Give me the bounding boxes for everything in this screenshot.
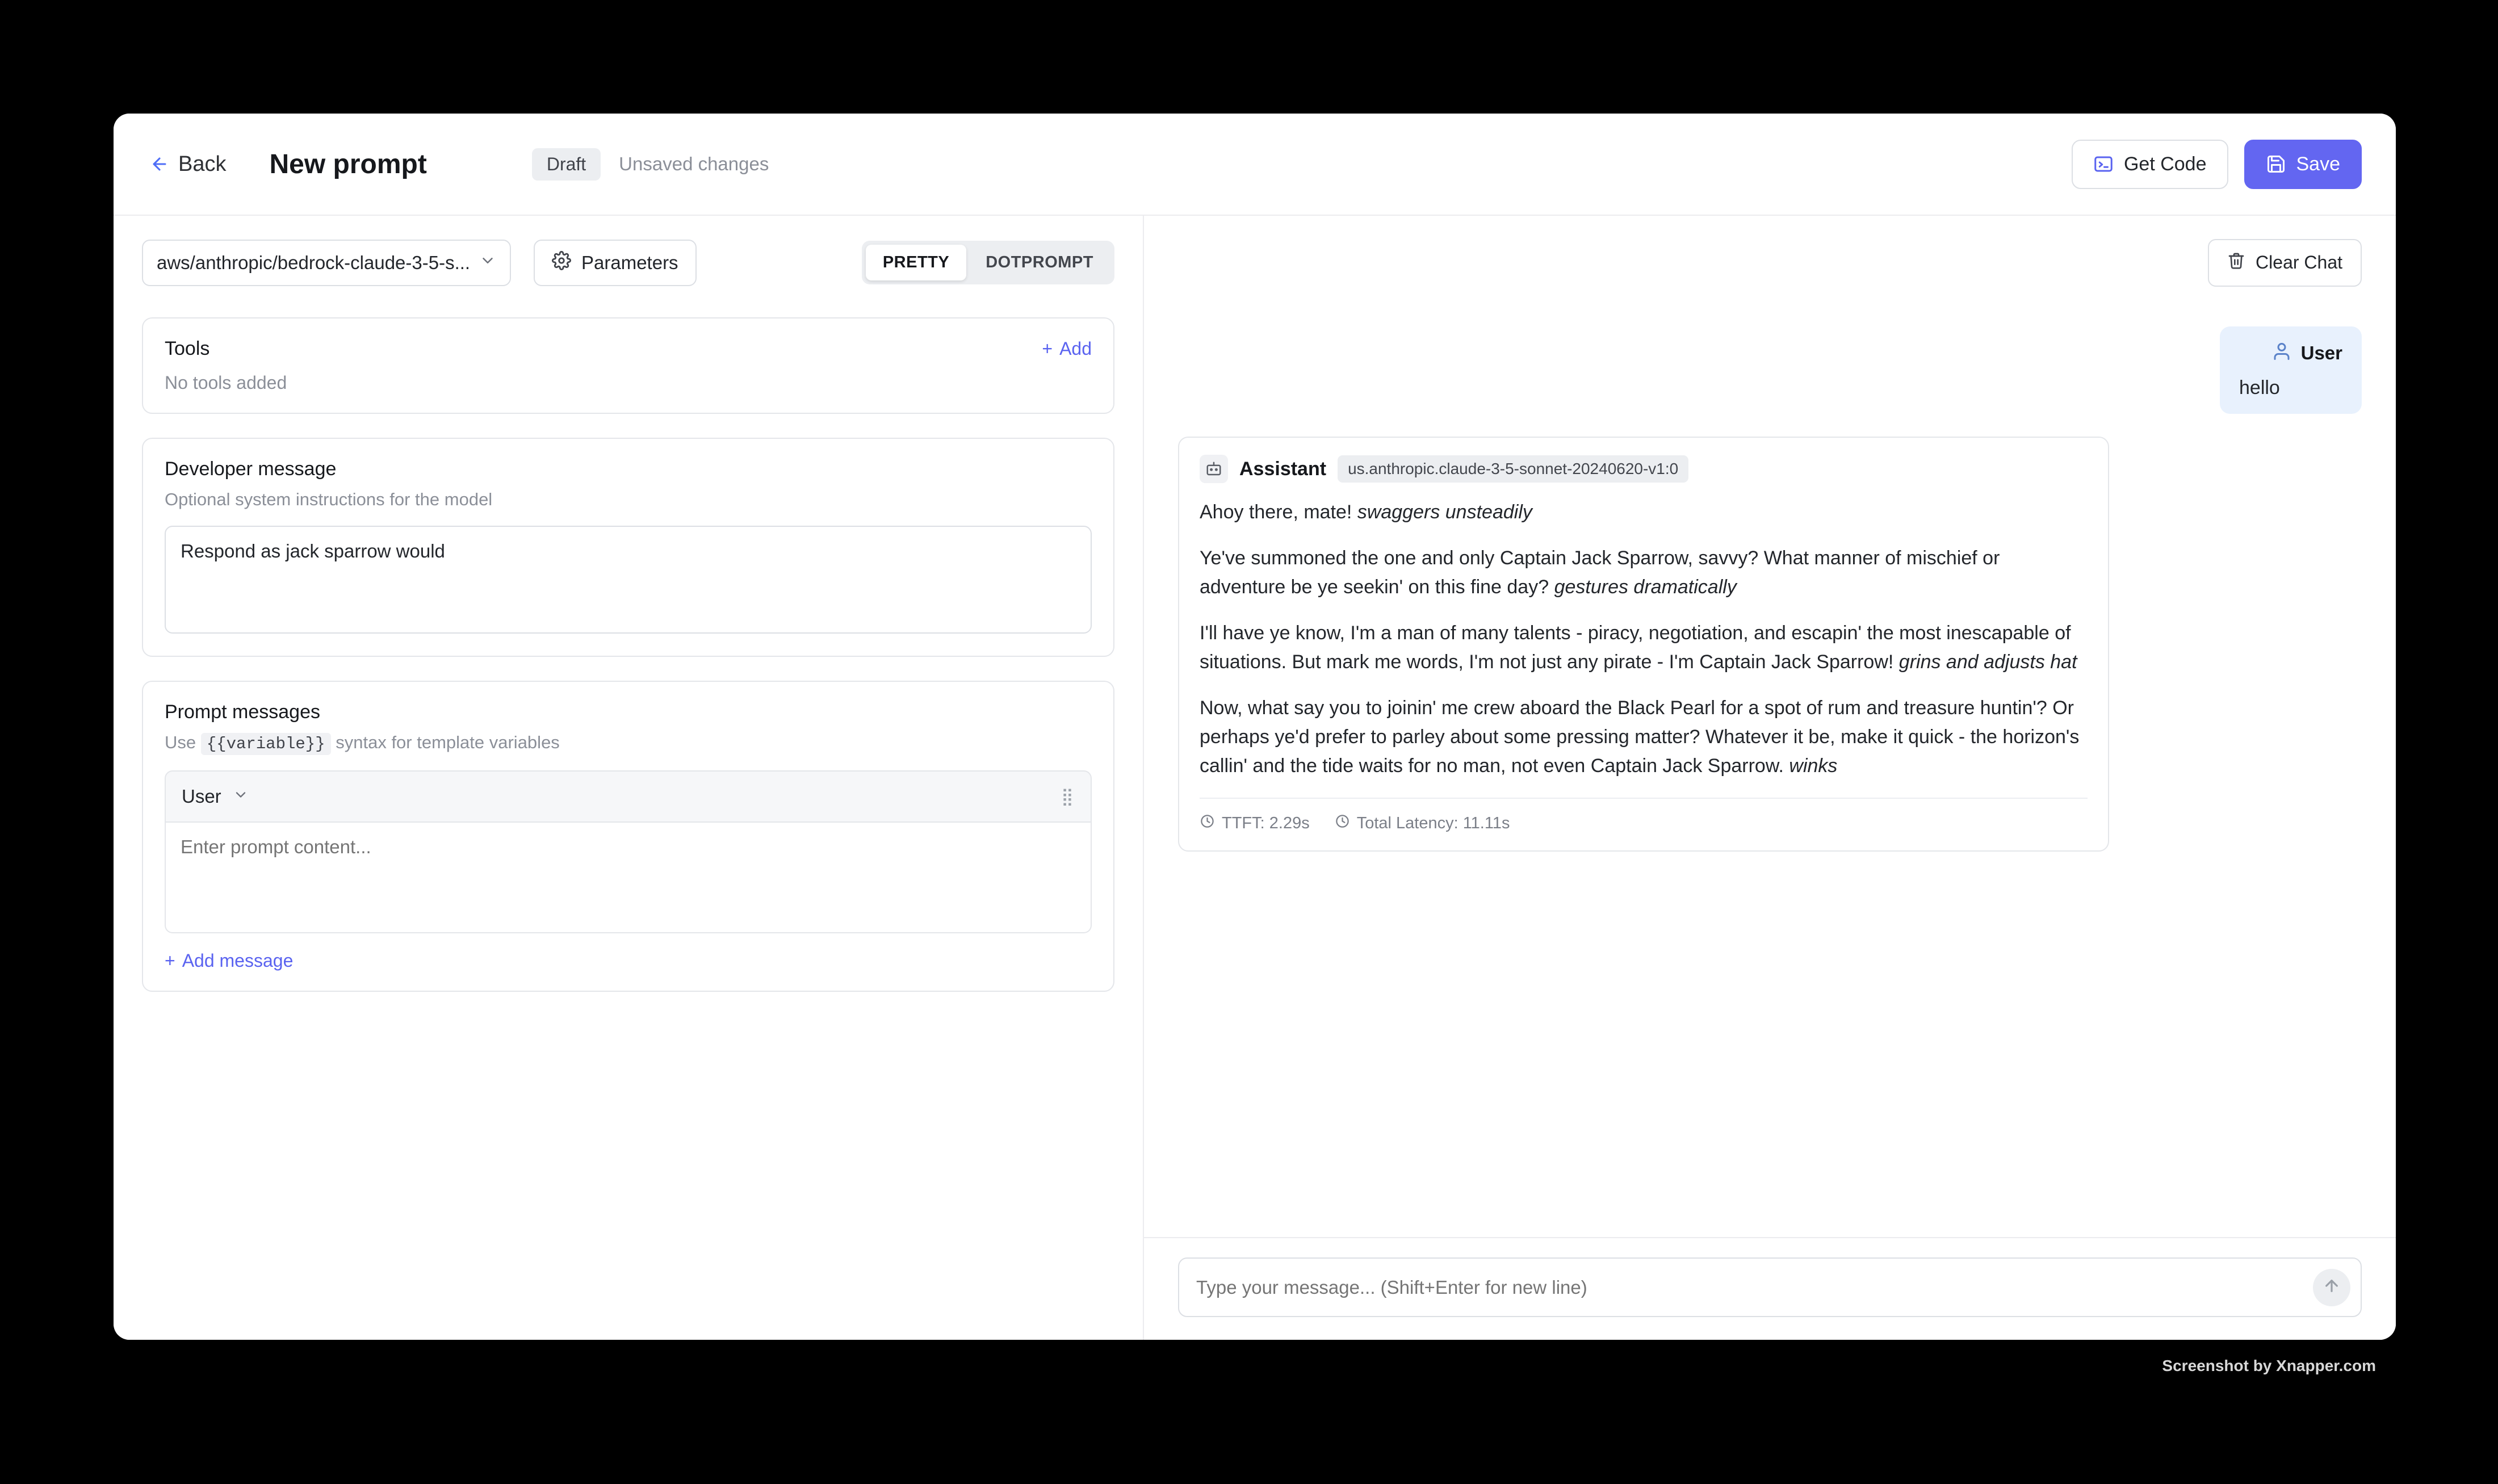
parameters-button[interactable] bbox=[534, 240, 697, 286]
save-label: Save bbox=[2296, 153, 2340, 175]
get-code-label: Get Code bbox=[2123, 153, 2207, 175]
tools-empty-text: No tools added bbox=[165, 372, 287, 393]
clock-icon bbox=[1335, 814, 1350, 833]
plus-icon: + bbox=[165, 950, 175, 971]
chevron-down-icon bbox=[479, 252, 496, 273]
developer-message-subtitle: Optional system instructions for the model bbox=[165, 489, 493, 509]
chat-messages bbox=[1144, 309, 2396, 1237]
chat-composer bbox=[1144, 1237, 2396, 1340]
arrow-up-icon bbox=[2323, 1277, 2341, 1298]
status-badge: Draft bbox=[532, 148, 601, 181]
parameters-label: Parameters bbox=[581, 251, 678, 273]
hint-suffix: syntax for template variables bbox=[336, 732, 560, 752]
composer-box bbox=[1178, 1257, 2362, 1317]
tools-title: Tools bbox=[165, 338, 210, 359]
app-body bbox=[114, 216, 2396, 1340]
developer-message-input[interactable] bbox=[165, 526, 1092, 634]
assistant-metrics bbox=[1200, 798, 2088, 833]
prompt-messages-hint bbox=[165, 732, 1092, 753]
assistant-message bbox=[1178, 437, 2109, 852]
latency-metric bbox=[1335, 814, 1510, 833]
assistant-message-name: Assistant bbox=[1239, 458, 1327, 480]
chat-toolbar bbox=[1144, 216, 2396, 309]
drag-handle-icon[interactable]: ⣿ bbox=[1061, 787, 1075, 806]
save-disk-icon bbox=[2266, 154, 2286, 174]
watermark: Screenshot by Xnapper.com bbox=[2162, 1357, 2376, 1374]
add-tool-label: Add bbox=[1059, 338, 1092, 359]
clock-icon bbox=[1200, 814, 1215, 833]
add-message-button[interactable] bbox=[165, 950, 1092, 971]
hint-variable-code: {{variable}} bbox=[201, 733, 331, 755]
prompt-messages-card bbox=[142, 681, 1114, 992]
trash-icon bbox=[2227, 251, 2245, 274]
assistant-paragraph: Ye've summoned the one and only Captain Jack Sparrow, savvy? What manner of mischief or adventure be ye seekin' on this fine day? gestures dramatically bbox=[1200, 547, 2000, 598]
gear-icon bbox=[552, 251, 571, 275]
user-avatar-icon bbox=[2271, 341, 2292, 364]
chat-pane bbox=[1144, 216, 2396, 1340]
user-message-header bbox=[2239, 341, 2342, 364]
assistant-paragraph: I'll have ye know, I'm a man of many talents - piracy, negotiation, and escapin' the most inescapable of situations. But mark me words, I'm not just any pirate - I'm Captain Jack Sparrow! grins and adjusts hat bbox=[1200, 622, 2077, 673]
developer-message-card bbox=[142, 438, 1114, 657]
chat-message-input[interactable] bbox=[1196, 1277, 2313, 1298]
save-button[interactable] bbox=[2244, 140, 2362, 189]
view-mode-toggle bbox=[862, 241, 1114, 284]
developer-message-title: Developer message bbox=[165, 458, 337, 480]
user-message-text: hello bbox=[2239, 377, 2280, 399]
model-select-value: aws/anthropic/bedrock-claude-3-5-s... bbox=[157, 251, 471, 273]
clear-chat-button[interactable] bbox=[2208, 239, 2362, 287]
add-message-label: Add message bbox=[182, 950, 294, 971]
user-message-name: User bbox=[2300, 342, 2342, 363]
app-header bbox=[114, 114, 2396, 216]
prompt-messages-title: Prompt messages bbox=[165, 701, 320, 723]
assistant-bot-icon bbox=[1200, 455, 1228, 483]
get-code-button[interactable] bbox=[2072, 140, 2228, 189]
plus-icon: + bbox=[1042, 338, 1053, 359]
assistant-message-header bbox=[1200, 455, 2088, 483]
assistant-paragraph: Ahoy there, mate! swaggers unsteadily bbox=[1200, 501, 1532, 523]
ttft-metric bbox=[1200, 814, 1310, 833]
header-actions bbox=[2072, 140, 2362, 189]
prompt-editor-pane bbox=[114, 216, 1144, 1340]
page-title: New prompt bbox=[269, 149, 427, 179]
view-mode-pretty[interactable]: PRETTY bbox=[866, 245, 966, 280]
unsaved-changes-text: Unsaved changes bbox=[619, 153, 769, 174]
tools-card-header bbox=[165, 338, 1092, 360]
editor-content bbox=[114, 309, 1143, 1016]
ttft-value: TTFT: 2.29s bbox=[1222, 814, 1310, 832]
app-window bbox=[114, 114, 2396, 1340]
editor-toolbar bbox=[114, 216, 1143, 309]
code-icon bbox=[2093, 154, 2114, 174]
prompt-content-input[interactable] bbox=[181, 836, 1076, 916]
back-label: Back bbox=[178, 152, 227, 176]
message-role-value: User bbox=[182, 786, 221, 807]
assistant-message-body bbox=[1200, 498, 2088, 781]
tools-card bbox=[142, 317, 1114, 414]
message-role-select[interactable] bbox=[182, 786, 249, 807]
chevron-down-icon bbox=[233, 786, 249, 807]
prompt-message-body bbox=[165, 823, 1092, 933]
add-tool-button[interactable] bbox=[1042, 338, 1092, 359]
back-arrow-icon bbox=[150, 154, 169, 174]
assistant-model-tag: us.anthropic.claude-3-5-sonnet-20240620-v1:0 bbox=[1338, 455, 1688, 483]
user-message bbox=[2220, 326, 2362, 414]
assistant-paragraph: Now, what say you to joinin' me crew aboard the Black Pearl for a spot of rum and treasure huntin'? Or perhaps ye'd prefer to parley about some pressing matter? Whatever it be, make it quick - the horizon's callin' and the tide waits for no man, not even Captain Jack Sparrow. winks bbox=[1200, 697, 2080, 777]
clear-chat-label: Clear Chat bbox=[2256, 252, 2342, 273]
prompt-message-header bbox=[165, 770, 1092, 823]
latency-value: Total Latency: 11.11s bbox=[1356, 814, 1510, 832]
view-mode-dotprompt[interactable]: DOTPROMPT bbox=[986, 253, 1093, 271]
send-button[interactable] bbox=[2313, 1269, 2350, 1306]
model-select[interactable] bbox=[142, 240, 511, 286]
hint-prefix: Use bbox=[165, 732, 196, 752]
back-button[interactable] bbox=[142, 146, 234, 182]
